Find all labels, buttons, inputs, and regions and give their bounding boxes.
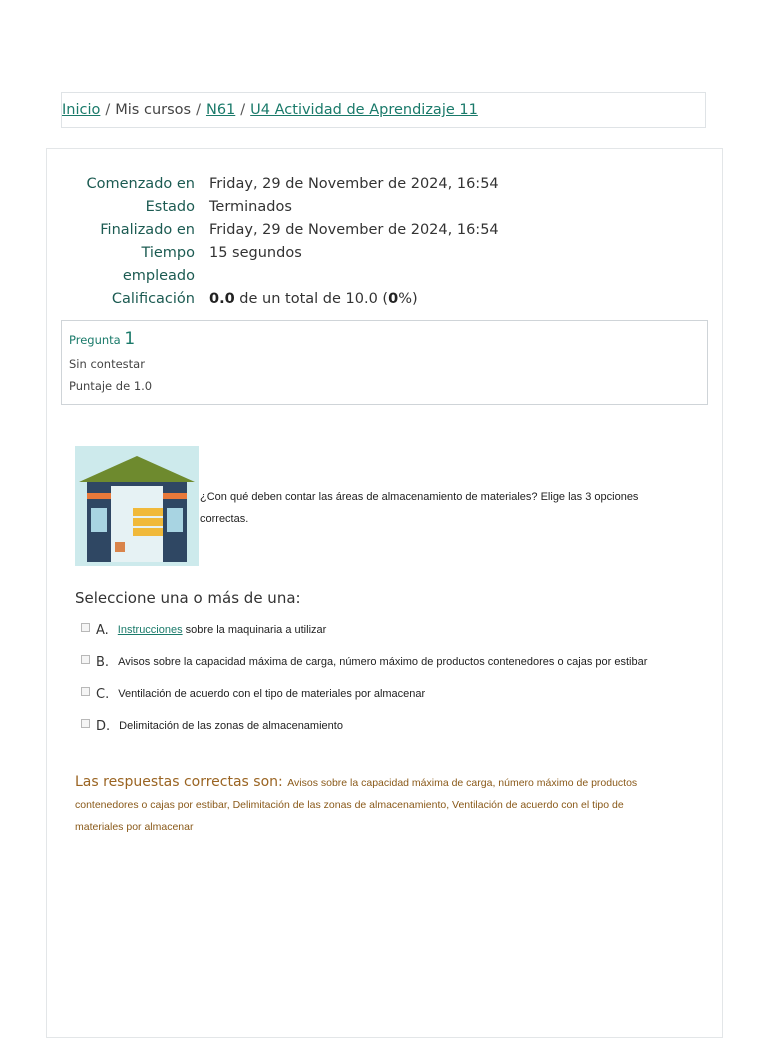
option-a-text (118, 624, 327, 636)
correct-answer-text: Avisos sobre la capacidad máxima de carga, número máximo de productos contenedores o cajas por estibar, Delimitación de las zonas de almacenamiento, Ventilación de acuerdo con el tipo de materiales por almacenar (75, 777, 638, 833)
attempt-summary (47, 173, 499, 311)
breadcrumb-activity-link[interactable]: U4 Actividad de Aprendizaje 11 (250, 102, 478, 118)
option-b-letter: B. (96, 654, 110, 670)
finished-value: Friday, 29 de November de 2024, 16:54 (209, 222, 499, 238)
grade-score: 0.0 (209, 291, 235, 307)
grade-value (209, 288, 418, 311)
breadcrumb-separator: / (240, 102, 246, 118)
answer-prompt: Seleccione una o más de una: (75, 589, 301, 607)
instrucciones-link[interactable]: Instrucciones (117, 624, 183, 636)
breadcrumb-separator: / (196, 102, 201, 118)
grade-label: Calificación (111, 291, 195, 307)
summary-row-started (47, 173, 499, 196)
question-info (61, 320, 708, 405)
question-number-value: 1 (124, 329, 136, 349)
question-status: Sin contestar (69, 357, 145, 371)
option-b-text: Avisos sobre la capacidad máxima de carga, número máximo de productos contenedores o cajas por estibar (118, 656, 648, 668)
option-d-checkbox[interactable] (81, 719, 90, 728)
option-c-letter: C. (96, 686, 110, 702)
grade-total: 10.0 (345, 291, 378, 307)
breadcrumb-courses: Mis cursos (115, 102, 192, 118)
finished-label: Finalizado en (100, 222, 195, 238)
question-text: ¿Con qué deben contar las áreas de almacenamiento de materiales? Elige las 3 opciones correctas. (200, 491, 639, 525)
time-value: 15 segundos (209, 245, 302, 261)
grade-close: %) (398, 291, 418, 307)
option-c[interactable] (81, 678, 647, 710)
grade-open: ( (377, 291, 389, 307)
grade-percent: 0 (388, 291, 399, 307)
question-points: Puntaje de 1.0 (69, 379, 153, 393)
breadcrumb-home-link[interactable]: Inicio (62, 102, 101, 118)
warehouse-illustration (75, 446, 199, 566)
breadcrumb (61, 92, 706, 128)
summary-row-time (47, 242, 499, 288)
option-d-letter: D. (96, 718, 111, 734)
grade-mid: de un total de (234, 291, 346, 307)
option-a[interactable] (81, 614, 647, 646)
option-c-checkbox[interactable] (81, 687, 90, 696)
time-label-line2: empleado (122, 268, 195, 284)
option-c-text: Ventilación de acuerdo con el tipo de materiales por almacenar (118, 688, 426, 700)
option-b-checkbox[interactable] (81, 655, 90, 664)
option-a-letter: A. (96, 622, 109, 638)
started-label: Comenzado en (86, 176, 195, 192)
state-value: Terminados (209, 199, 292, 215)
question-label: Pregunta (69, 333, 121, 347)
option-d-text: Delimitación de las zonas de almacenamiento (119, 720, 343, 732)
time-label (47, 242, 209, 288)
breadcrumb-separator: / (105, 102, 111, 118)
started-value: Friday, 29 de November de 2024, 16:54 (209, 176, 499, 192)
summary-row-grade (47, 288, 499, 311)
state-label: Estado (145, 199, 195, 215)
option-d[interactable] (81, 710, 647, 742)
quiz-review-region (46, 148, 723, 1038)
summary-row-state (47, 196, 499, 219)
option-b[interactable] (81, 646, 647, 678)
correct-answer-feedback (75, 771, 675, 838)
option-a-text-rest: sobre la maquinaria a utilizar (182, 624, 327, 636)
option-a-checkbox[interactable] (81, 623, 90, 632)
answer-options (81, 614, 647, 742)
time-label-line1: Tiempo (141, 245, 195, 261)
correct-answer-lead: Las respuestas correctas son: (75, 774, 288, 790)
breadcrumb-course-link[interactable]: N61 (205, 102, 236, 118)
question-number (69, 329, 700, 349)
summary-row-finished (47, 219, 499, 242)
